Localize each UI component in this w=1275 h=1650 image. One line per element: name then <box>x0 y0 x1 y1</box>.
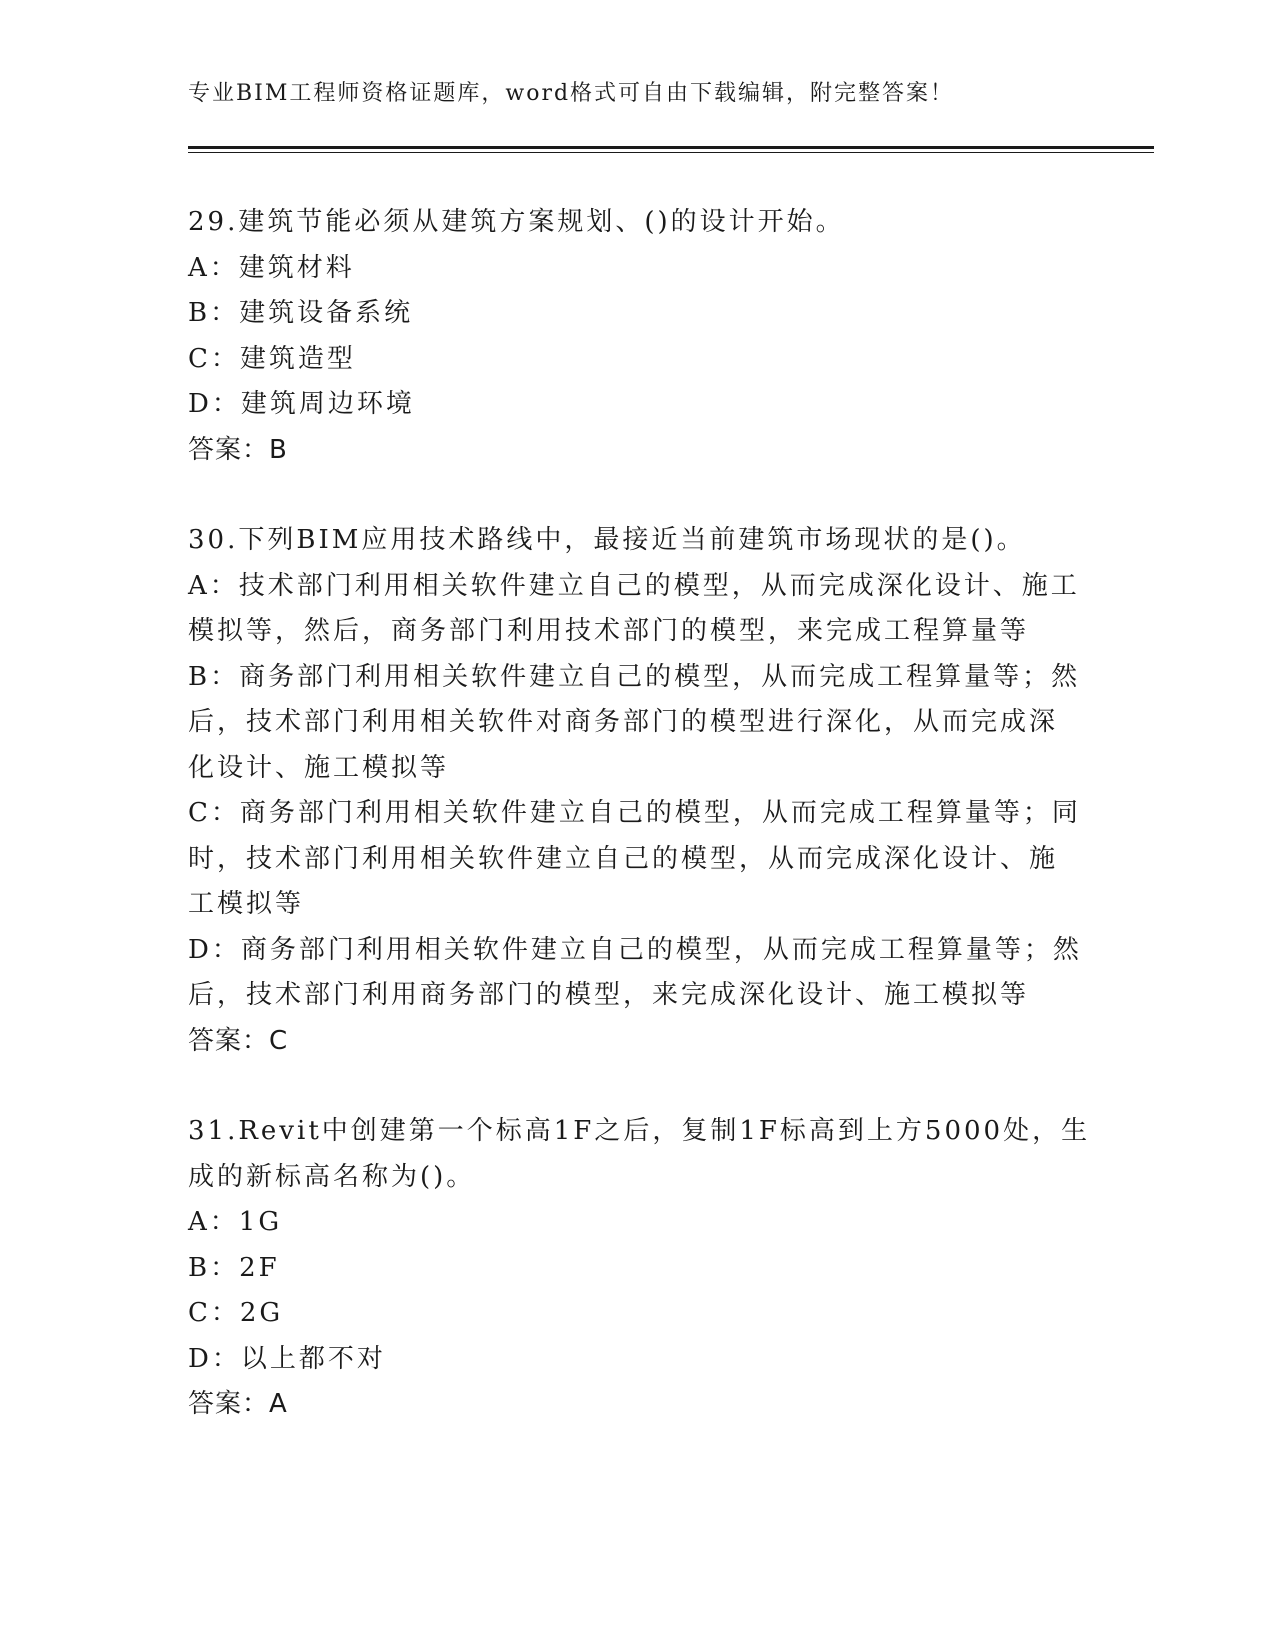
option-b-continued: 化设计、施工模拟等 <box>188 752 450 783</box>
question-stem: 30.下列BIM应用技术路线中，最接近当前建筑市场现状的是()。 <box>188 525 1026 555</box>
question-list <box>188 200 1091 1473</box>
option-b-continued: 后，技术部门利用相关软件对商务部门的模型进行深化，从而完成深 <box>188 707 1059 737</box>
answer-label: 答案：C <box>188 1025 289 1056</box>
question-stem: 31.Revit中创建第一个标高1F之后，复制1F标高到上方5000处，生 <box>188 1116 1091 1146</box>
option-d: D：以上都不对 <box>188 1343 386 1374</box>
question-31 <box>188 1109 1091 1428</box>
option-a: A：1G <box>188 1207 283 1237</box>
question-30 <box>188 518 1088 1064</box>
option-b: B：2F <box>188 1252 280 1283</box>
option-d: D：建筑周边环境 <box>188 389 415 419</box>
answer-label: 答案：B <box>188 434 288 465</box>
question-29 <box>188 200 1088 473</box>
option-b: B：建筑设备系统 <box>188 298 414 328</box>
option-c-continued: 工模拟等 <box>188 889 305 919</box>
option-c: C：商务部门利用相关软件建立自己的模型，从而完成工程算量等；同 <box>188 798 1081 828</box>
question-stem-continued: 成的新标高名称为()。 <box>188 1161 476 1192</box>
option-a: A：建筑材料 <box>188 252 355 283</box>
header-rule-thin <box>188 152 1154 153</box>
option-d: D：商务部门利用相关软件建立自己的模型，从而完成工程算量等；然 <box>188 934 1082 965</box>
option-c: C：建筑造型 <box>188 343 356 374</box>
option-a-continued: 模拟等，然后，商务部门利用技术部门的模型，来完成工程算量等 <box>188 616 1030 646</box>
option-a: A：技术部门利用相关软件建立自己的模型，从而完成深化设计、施工 <box>188 570 1080 601</box>
option-c: C：2G <box>188 1298 284 1328</box>
option-c-continued: 时，技术部门利用相关软件建立自己的模型，从而完成深化设计、施 <box>188 843 1059 874</box>
question-stem: 29.建筑节能必须从建筑方案规划、()的设计开始。 <box>188 207 845 237</box>
option-d-continued: 后，技术部门利用商务部门的模型，来完成深化设计、施工模拟等 <box>188 980 1030 1010</box>
option-b: B：商务部门利用相关软件建立自己的模型，从而完成工程算量等；然 <box>188 661 1081 692</box>
page-header: 专业BIM工程师资格证题库，word格式可自由下载编辑，附完整答案！ <box>188 81 955 106</box>
header-rule-thick <box>188 146 1154 149</box>
answer-label: 答案：A <box>188 1389 288 1419</box>
